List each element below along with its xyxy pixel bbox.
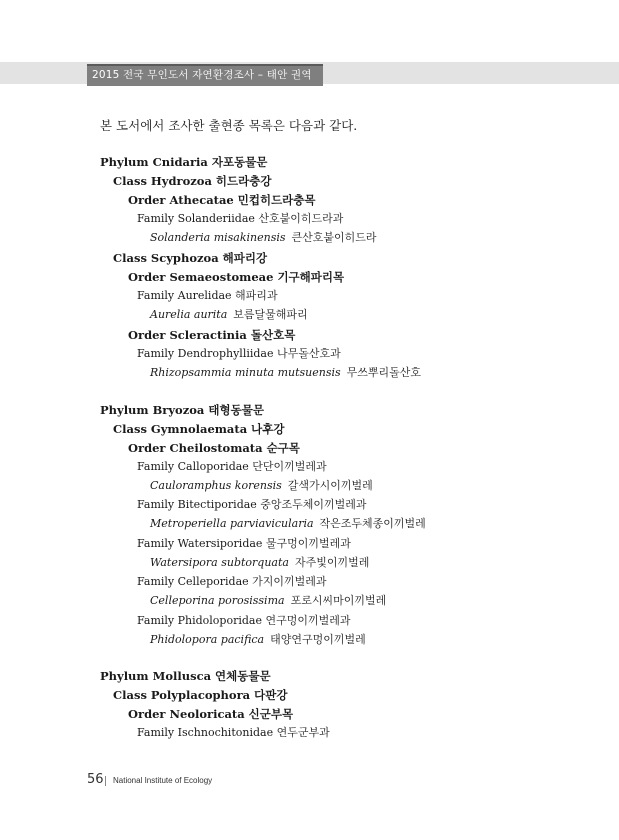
korean-name: 태양연구멍이끼벌레 <box>270 633 366 646</box>
scientific-name: Celleporina porosissima <box>150 594 285 607</box>
footer-divider <box>105 776 106 786</box>
class-hydrozoa: Class Hydrozoa 히드라충강 <box>113 174 272 188</box>
family-celleporidae: Family Celleporidae 가지이끼벌레과 <box>137 575 327 588</box>
family-phidoloporidae: Family Phidoloporidae 연구멍이끼벌레과 <box>137 614 351 627</box>
family-aurelidae: Family Aurelidae 해파리과 <box>137 289 278 302</box>
species-celleporina <box>150 594 386 608</box>
order-athecatae: Order Athecatae 민컵히드라충목 <box>128 193 316 207</box>
korean-name: 보름달물해파리 <box>233 308 308 321</box>
korean-name: 자주빛이끼벌레 <box>294 556 370 569</box>
species-watersipora <box>150 556 369 570</box>
phylum-bryozoa: Phylum Bryozoa 태형동물문 <box>100 403 264 417</box>
class-gymnolaemata: Class Gymnolaemata 나후강 <box>113 422 285 436</box>
family-bitectiporidae: Family Bitectiporidae 중앙조두체이끼벌레과 <box>137 498 367 511</box>
phylum-mollusca: Phylum Mollusca 연체동물문 <box>100 669 271 683</box>
species-aurelia <box>150 308 308 322</box>
scientific-name: Rhizopsammia minuta mutsuensis <box>150 366 341 379</box>
korean-name: 갈색가시이끼벌레 <box>287 479 373 492</box>
class-scyphozoa: Class Scyphozoa 해파리강 <box>113 251 268 265</box>
species-cauloramphus <box>150 479 373 493</box>
family-watersiporidae: Family Watersiporidae 물구멍이끼벌레과 <box>137 537 351 550</box>
family-calloporidae: Family Calloporidae 단단이끼벌레과 <box>137 460 327 473</box>
page-number: 56 <box>87 772 104 787</box>
korean-name: 큰산호붙이히드라 <box>291 231 377 244</box>
scientific-name: Metroperiella parviavicularia <box>150 517 314 530</box>
footer-publisher: National Institute of Ecology <box>113 776 213 785</box>
class-polyplacophora: Class Polyplacophora 다판강 <box>113 688 288 702</box>
species-phidolopora <box>150 633 366 647</box>
species-rhizopsammia <box>150 366 421 380</box>
korean-name: 포로시씨마이끼벌레 <box>290 594 387 607</box>
order-neoloricata: Order Neoloricata 신군부목 <box>128 707 294 721</box>
phylum-cnidaria: Phylum Cnidaria 자포동물문 <box>100 155 268 169</box>
korean-name: 작은조두체종이끼벌레 <box>319 517 426 530</box>
scientific-name: Watersipora subtorquata <box>150 556 289 569</box>
scientific-name: Phidolopora pacifica <box>150 633 265 646</box>
intro-sentence: 본 도서에서 조사한 출현종 목록은 다음과 같다. <box>100 118 358 133</box>
order-semaeostomeae: Order Semaeostomeae 기구해파리목 <box>128 270 345 284</box>
korean-name: 무쓰뿌리돌산호 <box>346 366 422 379</box>
family-solanderiidae: Family Solanderiidae 산호붙이히드라과 <box>137 212 344 225</box>
scientific-name: Cauloramphus korensis <box>150 479 282 492</box>
order-scleractinia: Order Scleractinia 돌산호목 <box>128 328 296 342</box>
running-header-title: 2015 전국 무인도서 자연환경조사 – 태안 권역 <box>92 69 312 81</box>
species-solanderia <box>150 231 377 245</box>
family-dendrophylliidae: Family Dendrophylliidae 나무돌산호과 <box>137 347 341 360</box>
species-metroperiella <box>150 517 426 531</box>
order-cheilostomata: Order Cheilostomata 순구목 <box>128 441 300 455</box>
scientific-name: Aurelia aurita <box>150 308 228 321</box>
family-ischnochitonidae: Family Ischnochitonidae 연두군부과 <box>137 726 330 739</box>
scientific-name: Solanderia misakinensis <box>150 231 286 244</box>
